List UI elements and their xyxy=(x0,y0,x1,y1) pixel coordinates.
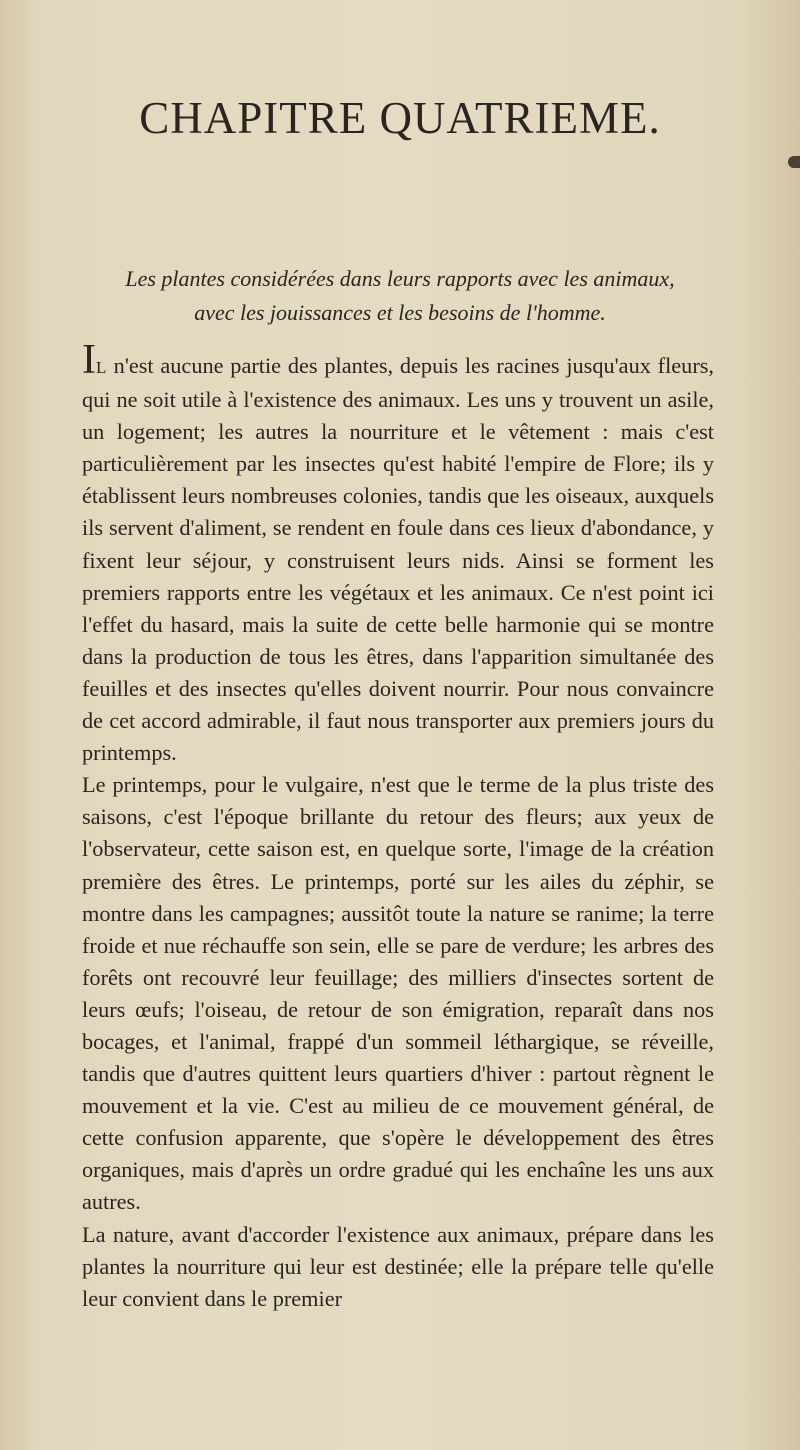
paragraph-1-text: n'est aucune partie des plantes, depuis les racines jusqu'aux fleurs, qui ne soit utile à l'existence des animaux. Les uns y trouvent un asile, un logement; les autres la nourriture et le vêtement : mais c'est particulièrement par les insectes qu'est habité l'empire de Flore; ils y établissent leurs nombreuses colonies, tandis que les oiseaux, auxquels ils servent d'aliment, se rendent en foule dans ces lieux d'abondance, y fixent leur séjour, y construisent leurs nids. Ainsi se forment les premiers rapports entre les végétaux et les animaux. Ce n'est point ici l'effet du hasard, mais la suite de cette belle harmonie qui se montre dans la production de tous les êtres, dans l'apparition simultanée des feuilles et des insectes qu'elles doivent nourrir. Pour nous convaincre de cet accord admirable, il faut nous transporter aux premiers jours du printemps. xyxy=(82,353,714,766)
paragraph-3: La nature, avant d'accorder l'existence aux animaux, prépare dans les plantes la nourriture qui leur est destinée; elle la prépare telle qu'elle leur convient dans le premier xyxy=(82,1221,714,1311)
page-edge-mark xyxy=(788,156,800,168)
subtitle-line-1: Les plantes considérées dans leurs rapports avec les animaux, xyxy=(125,266,675,291)
body-text xyxy=(82,337,714,1315)
paragraph-2: Le printemps, pour le vulgaire, n'est que le terme de la plus triste des saisons, c'est l'époque brillante du retour des fleurs; aux yeux de l'observateur, cette saison est, en quelque sorte, l'image de la création première des êtres. Le printemps, porté sur les ailes du zéphir, se montre dans les campagnes; aussitôt toute la nature se ranime; la terre froide et nue réchauffe son sein, elle se pare de verdure; les arbres des forêts ont recouvré leur feuillage; des milliers d'insectes sortent de leurs œufs; l'oiseau, de retour de son émigration, reparaît dans nos bocages, et l'animal, frappé d'un sommeil léthargique, se réveille, tandis que d'autres quittent leurs quartiers d'hiver : partout règnent le mouvement et la vie. C'est au milieu de ce mouvement général, de cette confusion apparente, que s'opère le développement des êtres organiques, mais d'après un ordre gradué qui les enchaîne les uns aux autres. xyxy=(82,772,714,1215)
paragraph-1 xyxy=(82,337,714,769)
chapter-title: CHAPITRE QUATRIEME. xyxy=(139,93,661,143)
drop-cap: I xyxy=(82,337,96,383)
subtitle-line-2: avec les jouissances et les besoins de l'homme. xyxy=(194,300,606,325)
chapter-subtitle xyxy=(60,262,740,330)
small-caps-opening: L xyxy=(96,358,107,377)
